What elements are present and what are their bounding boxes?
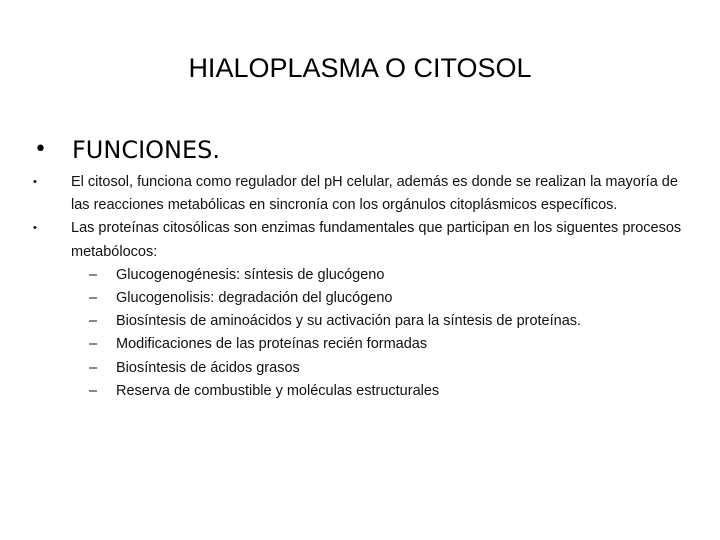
bullet-item-text: Las proteínas citosólicas son enzimas fundamentales que participan en los siguentes procesos metabólocos: [71,220,682,260]
sub-item [32,357,692,380]
bullet-icon: • [33,222,37,235]
sub-item [32,380,692,403]
sub-item-text: Biosíntesis de ácidos grasos [116,359,300,376]
bullet-icon: • [34,137,47,162]
section-heading-text: FUNCIONES. [72,136,221,164]
sub-item [32,333,692,356]
dash-icon: – [89,266,98,283]
sub-item-text: Glucogenolisis: degradación del glucógeno [116,290,393,307]
dash-icon: – [89,290,98,307]
dash-icon: – [89,336,98,353]
sub-item [32,287,692,310]
sub-item-text: Biosíntesis de aminoácidos y su activación para la síntesis de proteínas. [116,313,582,330]
sub-item-text: Glucogenogénesis: síntesis de glucógeno [116,266,385,283]
slide-body [32,171,692,403]
bullet-item [32,217,692,263]
bullet-icon: • [33,176,37,188]
dash-icon: – [89,382,98,399]
bullet-item [32,171,692,217]
slide-title: HIALOPLASMA O CITOSOL [188,53,532,83]
sub-item [32,264,692,287]
sub-item [32,310,692,333]
bullet-item-text: El citosol, funciona como regulador del pH celular, además es donde se realizan la mayoría de las reacciones metabólicas en sincronía con los orgánulos citoplásmicos específicos. [71,174,678,214]
section-heading [34,132,220,168]
sub-item-text: Modificaciones de las proteínas recién formadas [116,336,428,353]
dash-icon: – [89,313,98,330]
sub-item-text: Reserva de combustible y moléculas estructurales [116,382,440,399]
dash-icon: – [89,359,98,376]
